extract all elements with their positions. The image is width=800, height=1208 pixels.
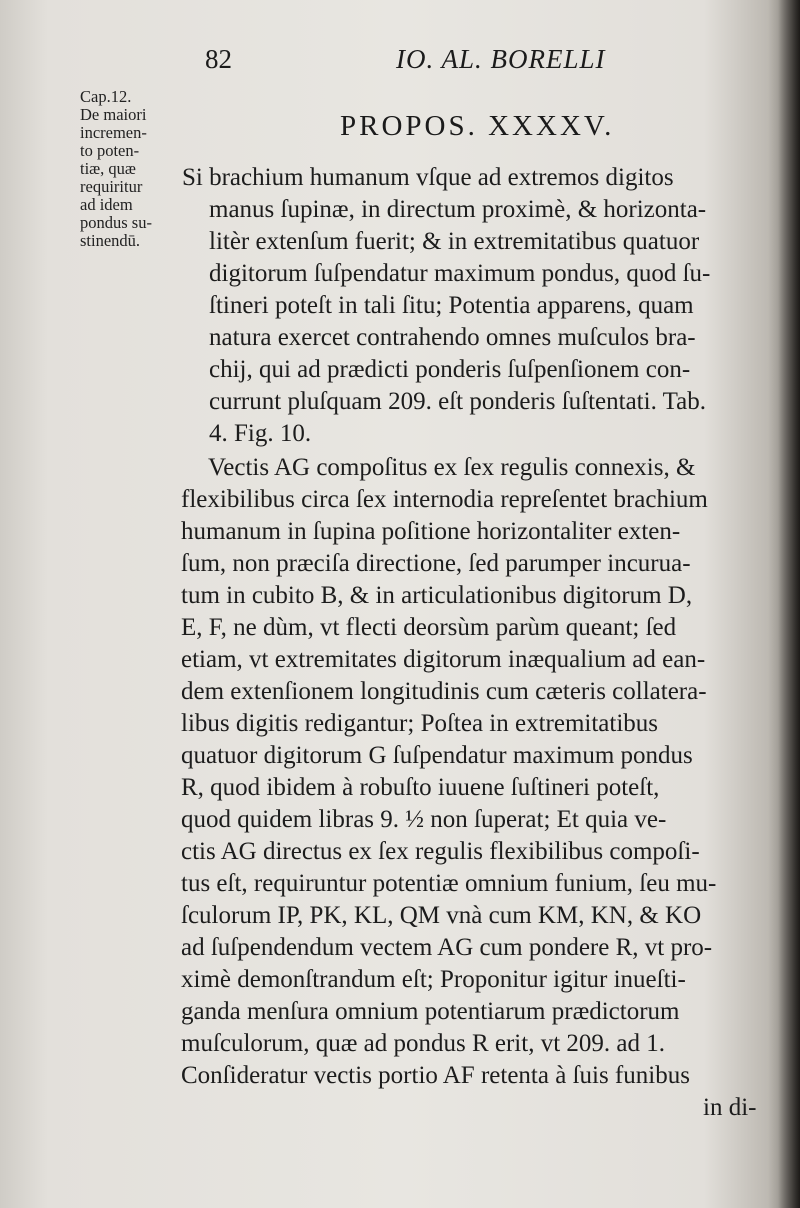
paragraph-line: ganda menſura omnium potentiarum prædictorum: [181, 998, 680, 1025]
statement-line: 4. Fig. 10.: [209, 420, 312, 447]
paragraph-line: E, F, ne dùm, vt flecti deorsùm parùm queant; ſed: [181, 614, 677, 641]
paragraph-line: flexibilibus circa ſex internodia repreſentet brachium: [181, 486, 708, 513]
statement-line: natura exercet contrahendo omnes muſculos bra-: [209, 324, 696, 351]
paragraph-line: ximè demonſtrandum eſt; Proponitur igitur inueſti-: [181, 966, 686, 993]
paragraph-line: quod quidem libras 9. ½ non ſuperat; Et quia ve-: [181, 806, 667, 833]
marginal-note-line: requiritur: [80, 177, 143, 196]
paragraph-line: R, quod ibidem à robuſto iuuene ſuſtineri poteſt,: [181, 774, 660, 801]
page-header: [0, 44, 800, 84]
marginal-note: [80, 88, 188, 250]
statement-line: litèr extenſum fuerit; & in extremitatibus quatuor: [209, 228, 700, 255]
paragraph-line: dem extenſionem longitudinis cum cæteris collatera-: [181, 678, 707, 705]
proposition-title: PROPOS. XXXXV.: [340, 110, 615, 142]
statement-line: currunt pluſquam 209. eſt ponderis ſuſtentati. Tab.: [209, 388, 706, 415]
marginal-note-line: pondus su-: [80, 213, 152, 232]
statement-line: digitorum ſuſpendatur maximum pondus, quod ſu-: [209, 260, 711, 287]
paragraph-line: libus digitis redigantur; Poſtea in extremitatibus: [181, 710, 659, 737]
paragraph-line: Conſideratur vectis portio AF retenta à ſuis funibus: [181, 1062, 690, 1089]
paragraph-line: tus eſt, requiruntur potentiæ omnium funium, ſeu mu-: [181, 870, 717, 897]
paragraph-line: Vectis AG compoſitus ex ſex regulis connexis, &: [208, 454, 696, 481]
paragraph-line: muſculorum, quæ ad pondus R erit, vt 209. ad 1.: [181, 1030, 665, 1057]
marginal-note-line: stinendū.: [80, 231, 141, 250]
paragraph-line: ſculorum IP, PK, KL, QM vnà cum KM, KN, & KO: [181, 902, 702, 929]
statement-line: manus ſupinæ, in directum proximè, & horizonta-: [209, 196, 707, 223]
paragraph-line: ctis AG directus ex ſex regulis flexibilibus compoſi-: [181, 838, 700, 865]
page-number: 82: [205, 44, 232, 74]
marginal-note-line: Cap.12.: [80, 87, 132, 106]
paragraph-line: ſum, non præciſa directione, ſed parumper incurua-: [181, 550, 691, 577]
paragraph-line: quatuor digitorum G ſuſpendatur maximum pondus: [181, 742, 693, 769]
catchword: in di-: [703, 1094, 757, 1121]
marginal-note-line: ad idem: [80, 195, 133, 214]
marginal-note-line: to poten-: [80, 141, 140, 160]
paragraph-line: tum in cubito B, & in articulationibus digitorum D,: [181, 582, 693, 609]
paragraph-line: humanum in ſupina poſitione horizontaliter exten-: [181, 518, 681, 545]
paragraph-line: etiam, vt extremitates digitorum inæqualium ad ean-: [181, 646, 706, 673]
statement-line: chij, qui ad prædicti ponderis ſuſpenſionem con-: [209, 356, 691, 383]
marginal-note-line: De maiori: [80, 105, 147, 124]
statement-line: ſtineri poteſt in tali ſitu; Potentia apparens, quam: [209, 292, 694, 319]
statement-line: Si brachium humanum vſque ad extremos digitos: [182, 164, 674, 191]
marginal-note-line: tiæ, quæ: [80, 159, 136, 178]
paragraph-line: ad ſuſpendendum vectem AG cum pondere R, vt pro-: [181, 934, 713, 961]
marginal-note-line: incremen-: [80, 123, 147, 142]
running-head: IO. AL. BORELLI: [396, 44, 606, 74]
